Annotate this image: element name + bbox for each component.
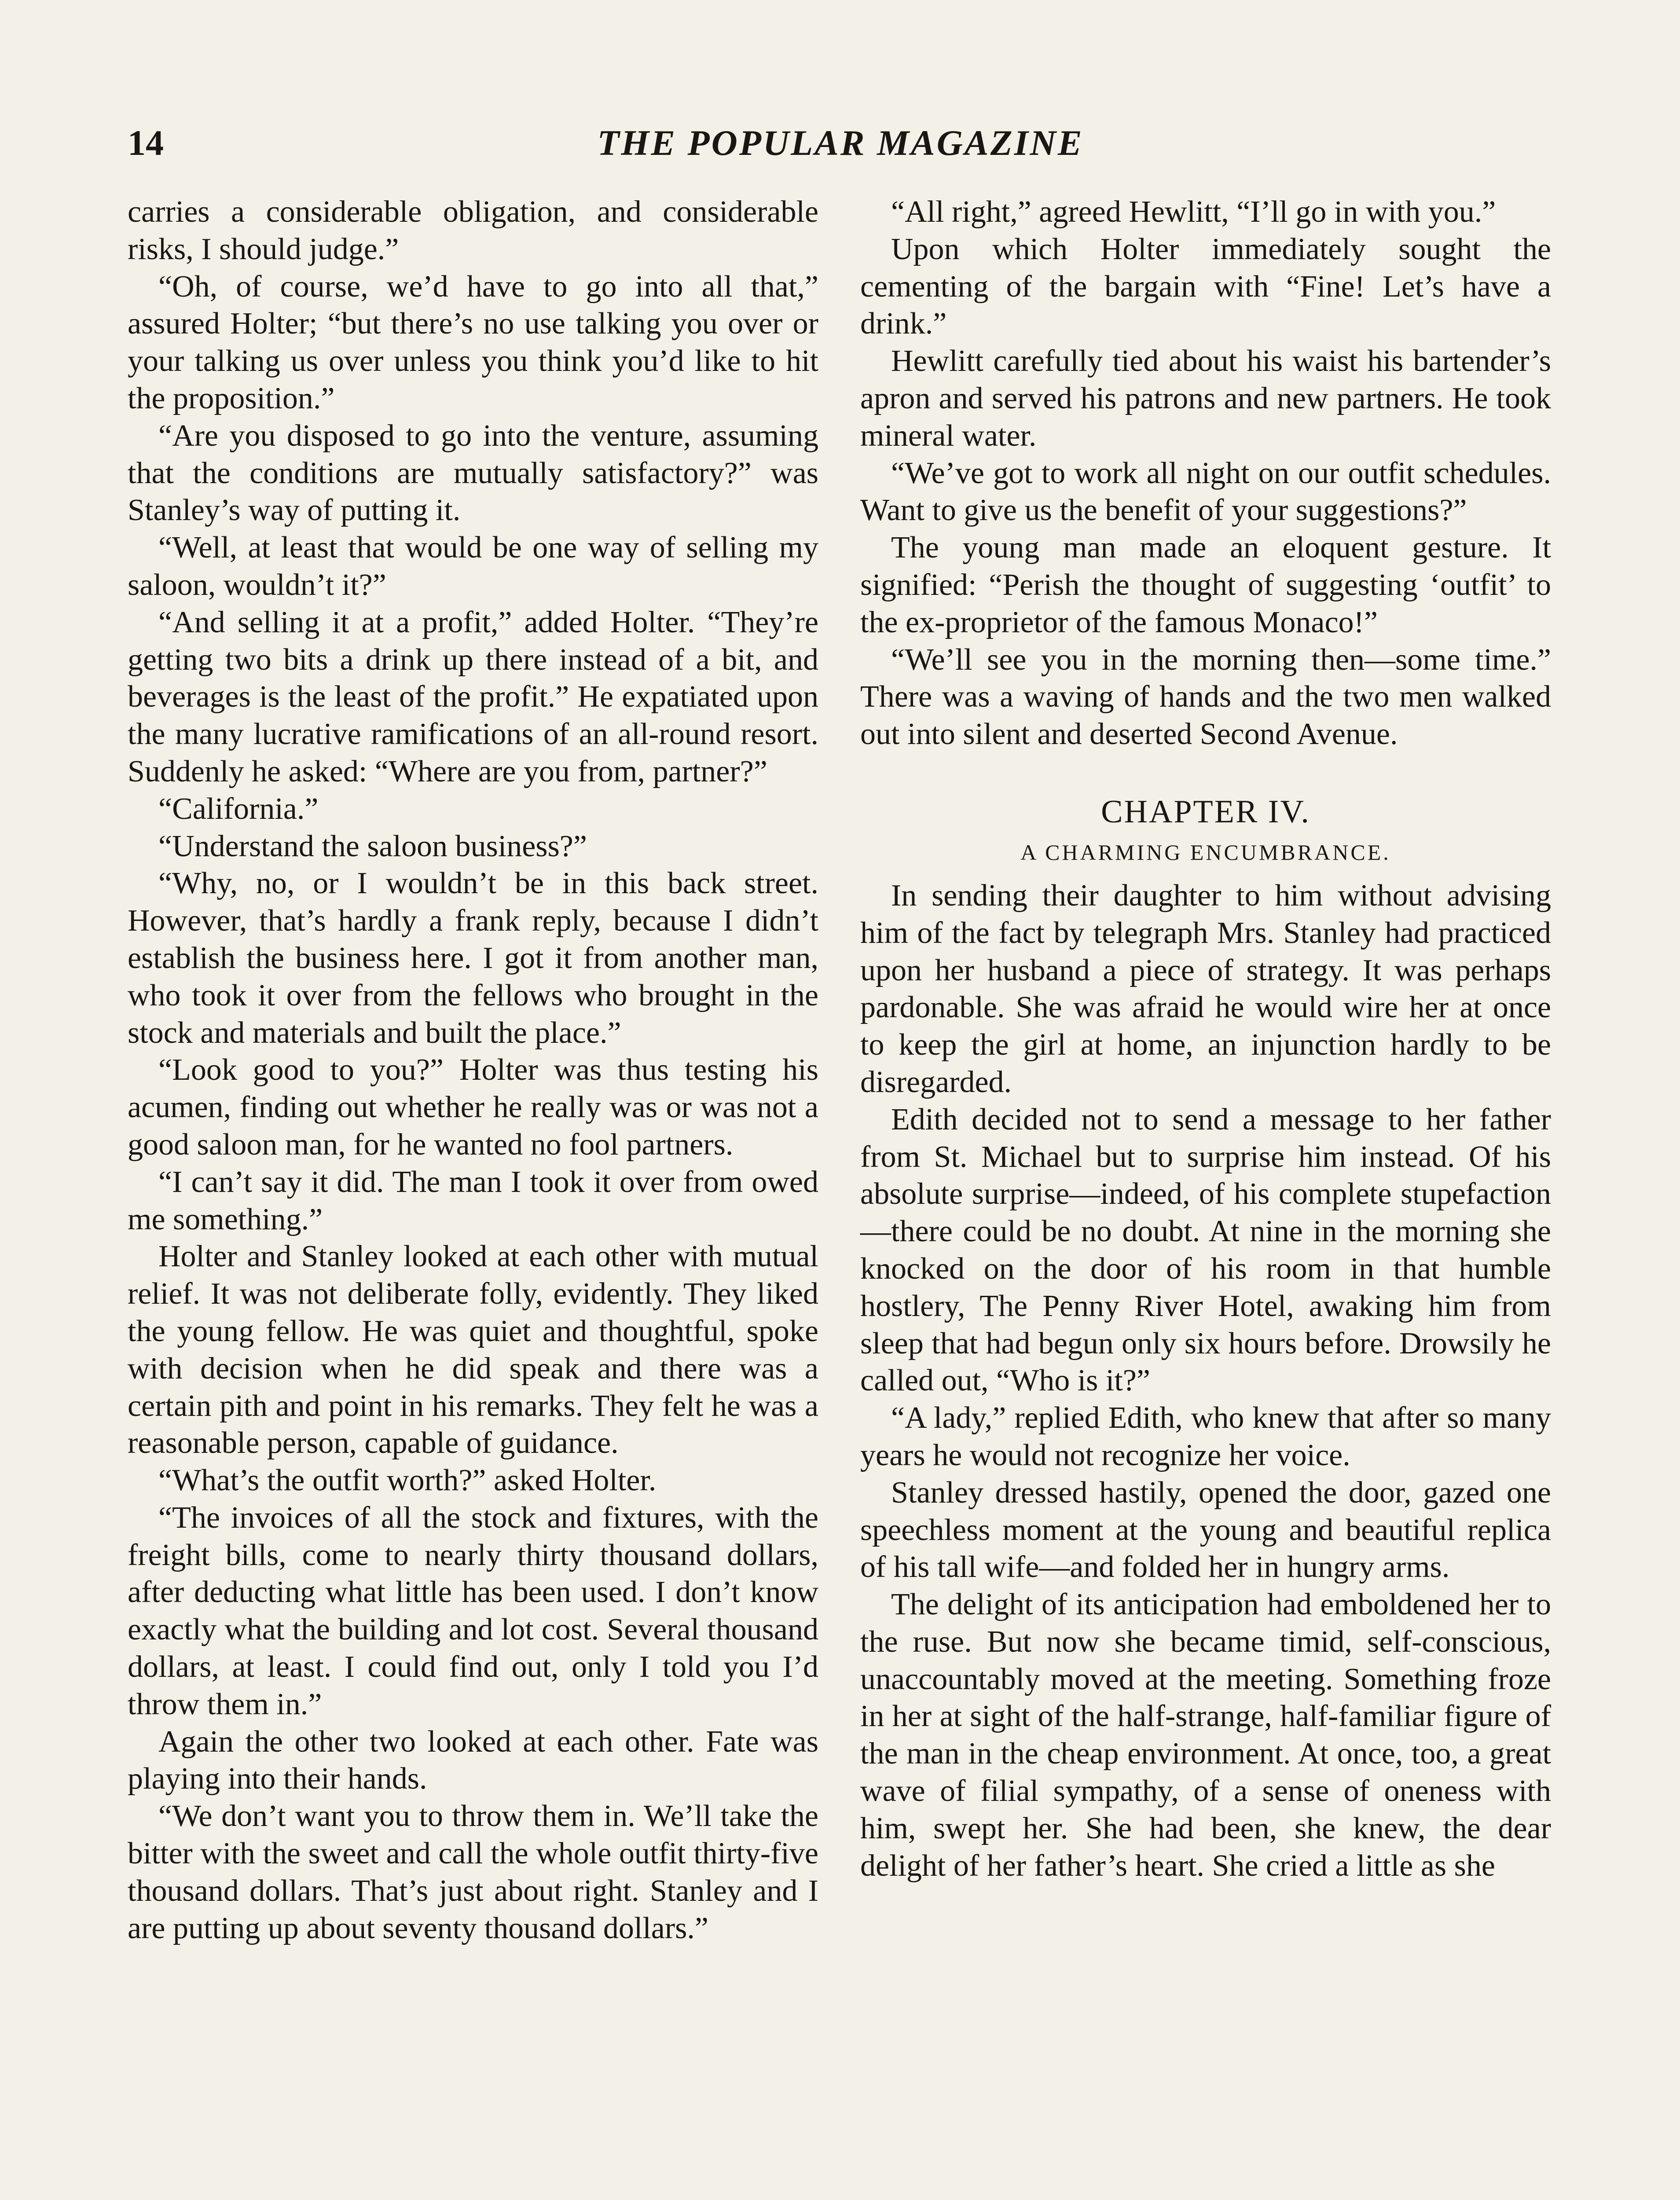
running-title: THE POPULAR MAGAZINE [597, 123, 1084, 163]
paragraph: Holter and Stanley looked at each other with mutual relief. It was not deliberate folly, evidently. They liked the young fellow. He was quiet and thoughtful, spoke with decision when he did speak and there was a certain pith and point in his remarks. They felt he was a reasonable person, capable of guidance. [128, 1239, 818, 1460]
paragraph: “And selling it at a profit,” added Holter. “They’re getting two bits a drink up there instead of a bit, and beverages is the least of the profit.” He expatiated upon the many lucrative ramifications of an all-round resort. Suddenly he asked: “Where are you from, partner?” [128, 605, 818, 788]
paragraph: The young man made an eloquent gesture. It signified: “Perish the thought of suggesting ‘outfit’ to the ex-proprietor of the famous Monaco!” [860, 531, 1551, 639]
right-column [860, 194, 1551, 1885]
paragraph: “I can’t say it did. The man I took it over from owed me something.” [128, 1165, 818, 1236]
paragraph: “Oh, of course, we’d have to go into all that,” assured Holter; “but there’s no use talking you over or your talking us over unless you think you’d like to hit the proposition.” [128, 269, 818, 415]
paragraph: Again the other two looked at each other. Fate was playing into their hands. [128, 1724, 818, 1796]
paragraph: The delight of its anticipation had emboldened her to the ruse. But now she became timid, self-conscious, unaccountably moved at the meeting. Something froze in her at sight of the half-strange, half-familiar figure of the man in the cheap environment. At once, too, a great wave of filial sympathy, of a sense of oneness with him, swept her. She had been, she knew, the dear delight of her father’s heart. She cried a little as she [860, 1588, 1551, 1883]
paragraph: “Well, at least that would be one way of selling my saloon, wouldn’t it?” [128, 531, 818, 602]
paragraph: Edith decided not to send a message to her father from St. Michael but to surprise him instead. Of his absolute surprise—indeed, of his complete stupefaction—there could be no doubt. At nine in the morning she knocked on the door of his room in that humble hostlery, The Penny River Hotel, awaking him from sleep that had begun only six hours before. Drowsily he called out, “Who is it?” [860, 1102, 1551, 1398]
paragraph: “Look good to you?” Holter was thus testing his acumen, finding out whether he really was or was not a good saloon man, for he wanted no fool partners. [128, 1053, 818, 1162]
paragraph: “Why, no, or I wouldn’t be in this back street. However, that’s hardly a frank reply, because I didn’t establish the business here. I got it from another man, who took it over from the fellows who brought in the stock and materials and built the place.” [128, 866, 818, 1050]
paragraph: “We don’t want you to throw them in. We’ll take the bitter with the sweet and call the whole outfit thirty-five thousand dollars. That’s just about right. Stanley and I are putting up about seventy thousand dollars.” [128, 1799, 818, 1945]
paragraph: carries a considerable obligation, and considerable risks, I should judge.” [128, 195, 818, 266]
paragraph: Upon which Holter immediately sought the cementing of the bargain with “Fine! Let’s have a drink.” [860, 232, 1551, 341]
chapter-heading: CHAPTER IV. [1101, 793, 1310, 830]
paragraph: “What’s the outfit worth?” asked Holter. [158, 1463, 657, 1498]
paragraph: “Are you disposed to go into the venture, assuming that the conditions are mutually satisfactory?” was Stanley’s way of putting it. [128, 418, 818, 528]
paragraph: “We’ve got to work all night on our outfit schedules. Want to give us the benefit of your suggestions?” [860, 456, 1551, 528]
paragraph: “Understand the saloon business?” [158, 829, 587, 863]
paragraph: Hewlitt carefully tied about his waist his bartender’s apron and served his patrons and new partners. He took mineral water. [860, 344, 1551, 453]
paragraph: “California.” [158, 792, 319, 826]
page-header [128, 117, 1553, 169]
paragraph: “A lady,” replied Edith, who knew that after so many years he would not recognize her voice. [860, 1401, 1551, 1472]
paragraph: “All right,” agreed Hewlitt, “I’ll go in with you.” [891, 195, 1496, 229]
paragraph: In sending their daughter to him without advising him of the fact by telegraph Mrs. Stanley had practiced upon her husband a piece of strategy. It was perhaps pardonable. She was afraid he would wire her at once to keep the girl at home, an injunction hardly to be disregarded. [860, 878, 1551, 1099]
left-column [128, 194, 818, 1947]
chapter-subtitle: A CHARMING ENCUMBRANCE. [1020, 840, 1391, 865]
page-number: 14 [128, 123, 164, 163]
paragraph: Stanley dressed hastily, opened the door, gazed one speechless moment at the young and beautiful replica of his tall wife—and folded her in hungry arms. [860, 1475, 1551, 1584]
paragraph: “The invoices of all the stock and fixtures, with the freight bills, come to nearly thirty thousand dollars, after deducting what little has been used. I don’t know exactly what the building and lot cost. Several thousand dollars, at least. I could find out, only I told you I’d throw them in.” [128, 1500, 818, 1721]
paragraph: “We’ll see you in the morning then—some time.” There was a waving of hands and the two men walked out into silent and deserted Second Avenue. [860, 642, 1551, 752]
